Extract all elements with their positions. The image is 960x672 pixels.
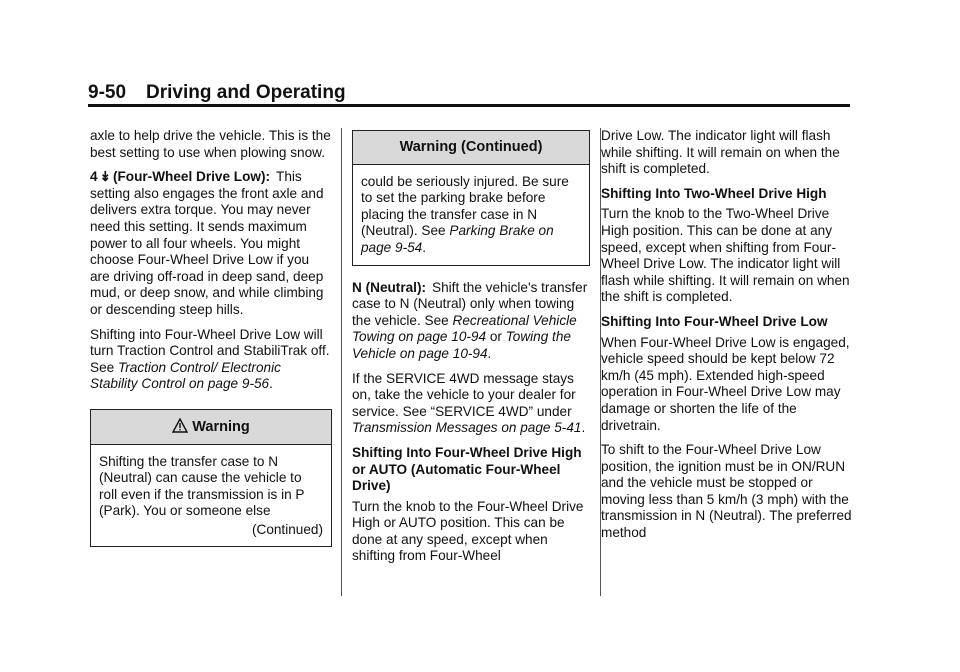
subheading: Shifting Into Four-Wheel Drive Low [601, 313, 828, 329]
cross-reference-link[interactable]: Parking Brake on page 9-54 [361, 223, 554, 255]
paragraph: axle to help drive the vehicle. This is the best setting to use when plowing snow. [90, 128, 331, 160]
term-label: (Four-Wheel Drive Low): [112, 169, 271, 185]
page-number: 9-50 [88, 82, 127, 103]
warning-continued: (Continued) [251, 521, 323, 537]
warning-body [91, 445, 331, 547]
warning-triangle-icon [172, 418, 188, 433]
section-title: Driving and Operating [146, 82, 346, 103]
subheading: Shifting Into Four-Wheel Drive High or AUTO (Automatic Four-Wheel Drive) [352, 444, 582, 494]
paragraph: Drive Low. The indicator light will flash while shifting. It will remain on when the shift is completed. [601, 128, 840, 177]
cross-reference-link[interactable]: Recreational Vehicle Towing on page 10-94 [352, 312, 577, 345]
cross-reference-link[interactable]: Traction Control/ Electronic Stability Control on page 9-56 [90, 359, 281, 392]
header-rule [88, 104, 850, 107]
column-1 [90, 128, 332, 555]
column-2 [352, 128, 590, 573]
column-divider-left [341, 128, 342, 596]
paragraph: Turn the knob to the Two-Wheel Drive High position. This can be done at any speed, except when shifting from Four-Wheel Drive Low. The indicator light will flash while shifting. It will remain on when the shift is completed. [601, 206, 850, 305]
cross-reference-link[interactable]: Transmission Messages on page 5-41 [352, 420, 582, 436]
term-description: This setting also engages the front axle and delivers extra torque. You may never need this setting. It sends maximum power to all four wheels. You might choose Four-Wheel Drive Low if you are driving off-road in deep sand, deep mud, or deep snow, and while climbing or descending steep hills. [90, 169, 324, 317]
paragraph-traction-control: Shifting into Four-Wheel Drive Low will turn Traction Control and StabiliTrak off. See Traction Control/ Electronic Stability Control on page 9-56. [90, 326, 330, 392]
column-3 [601, 128, 853, 550]
paragraph: To shift to the Four-Wheel Drive Low position, the ignition must be in ON/RUN and the vehicle must be stopped or moving less than 5 km/h (3 mph) with the transmission in N (Neutral). The preferred method [601, 442, 852, 541]
warning-box [90, 409, 332, 548]
page-header [88, 82, 850, 106]
paragraph-four-wheel-drive-low [90, 169, 332, 318]
paragraph: When Four-Wheel Drive Low is engaged, vehicle speed should be kept below 72 km/h (45 mph). Extended high-speed operation in Four-Wheel Drive Low may damage or shorten the life of the drivetrain. [601, 334, 850, 433]
warning-title: Warning [192, 418, 250, 435]
warning-header: Warning (Continued) [353, 131, 589, 165]
cross-reference-link[interactable]: Towing the Vehicle on page 10-94 [352, 329, 571, 361]
low-range-arrow-icon: ↡ [99, 169, 111, 185]
subheading: Shifting Into Two-Wheel Drive High [601, 185, 827, 201]
paragraph: Turn the knob to the Four-Wheel Drive High or AUTO position. This can be done at any speed, except when shifting from Four-Wheel [352, 498, 584, 564]
paragraph-neutral: N (Neutral): Shift the vehicle's transfer case to N (Neutral) only when towing the vehicle. See Recreational Vehicle Towing on page 10-94 or Towing the Vehicle on page 10-94. [352, 279, 588, 361]
warning-text: Shifting the transfer case to N (Neutral) can cause the vehicle to roll even if the transmission is in P (Park). You or someone else [99, 453, 305, 519]
term-prefix: 4 [90, 169, 98, 185]
paragraph-service-4wd: If the SERVICE 4WD message stays on, take the vehicle to your dealer for service. See “SERVICE 4WD” under Transmission Messages on page 5-41. [352, 370, 586, 436]
term-label: N (Neutral): [352, 279, 427, 295]
warning-body: could be seriously injured. Be sure to set the parking brake before placing the transfer case in N (Neutral). See Parking Brake on page 9-54. [361, 173, 569, 255]
warning-box-continued [352, 130, 590, 266]
warning-header [91, 410, 331, 445]
